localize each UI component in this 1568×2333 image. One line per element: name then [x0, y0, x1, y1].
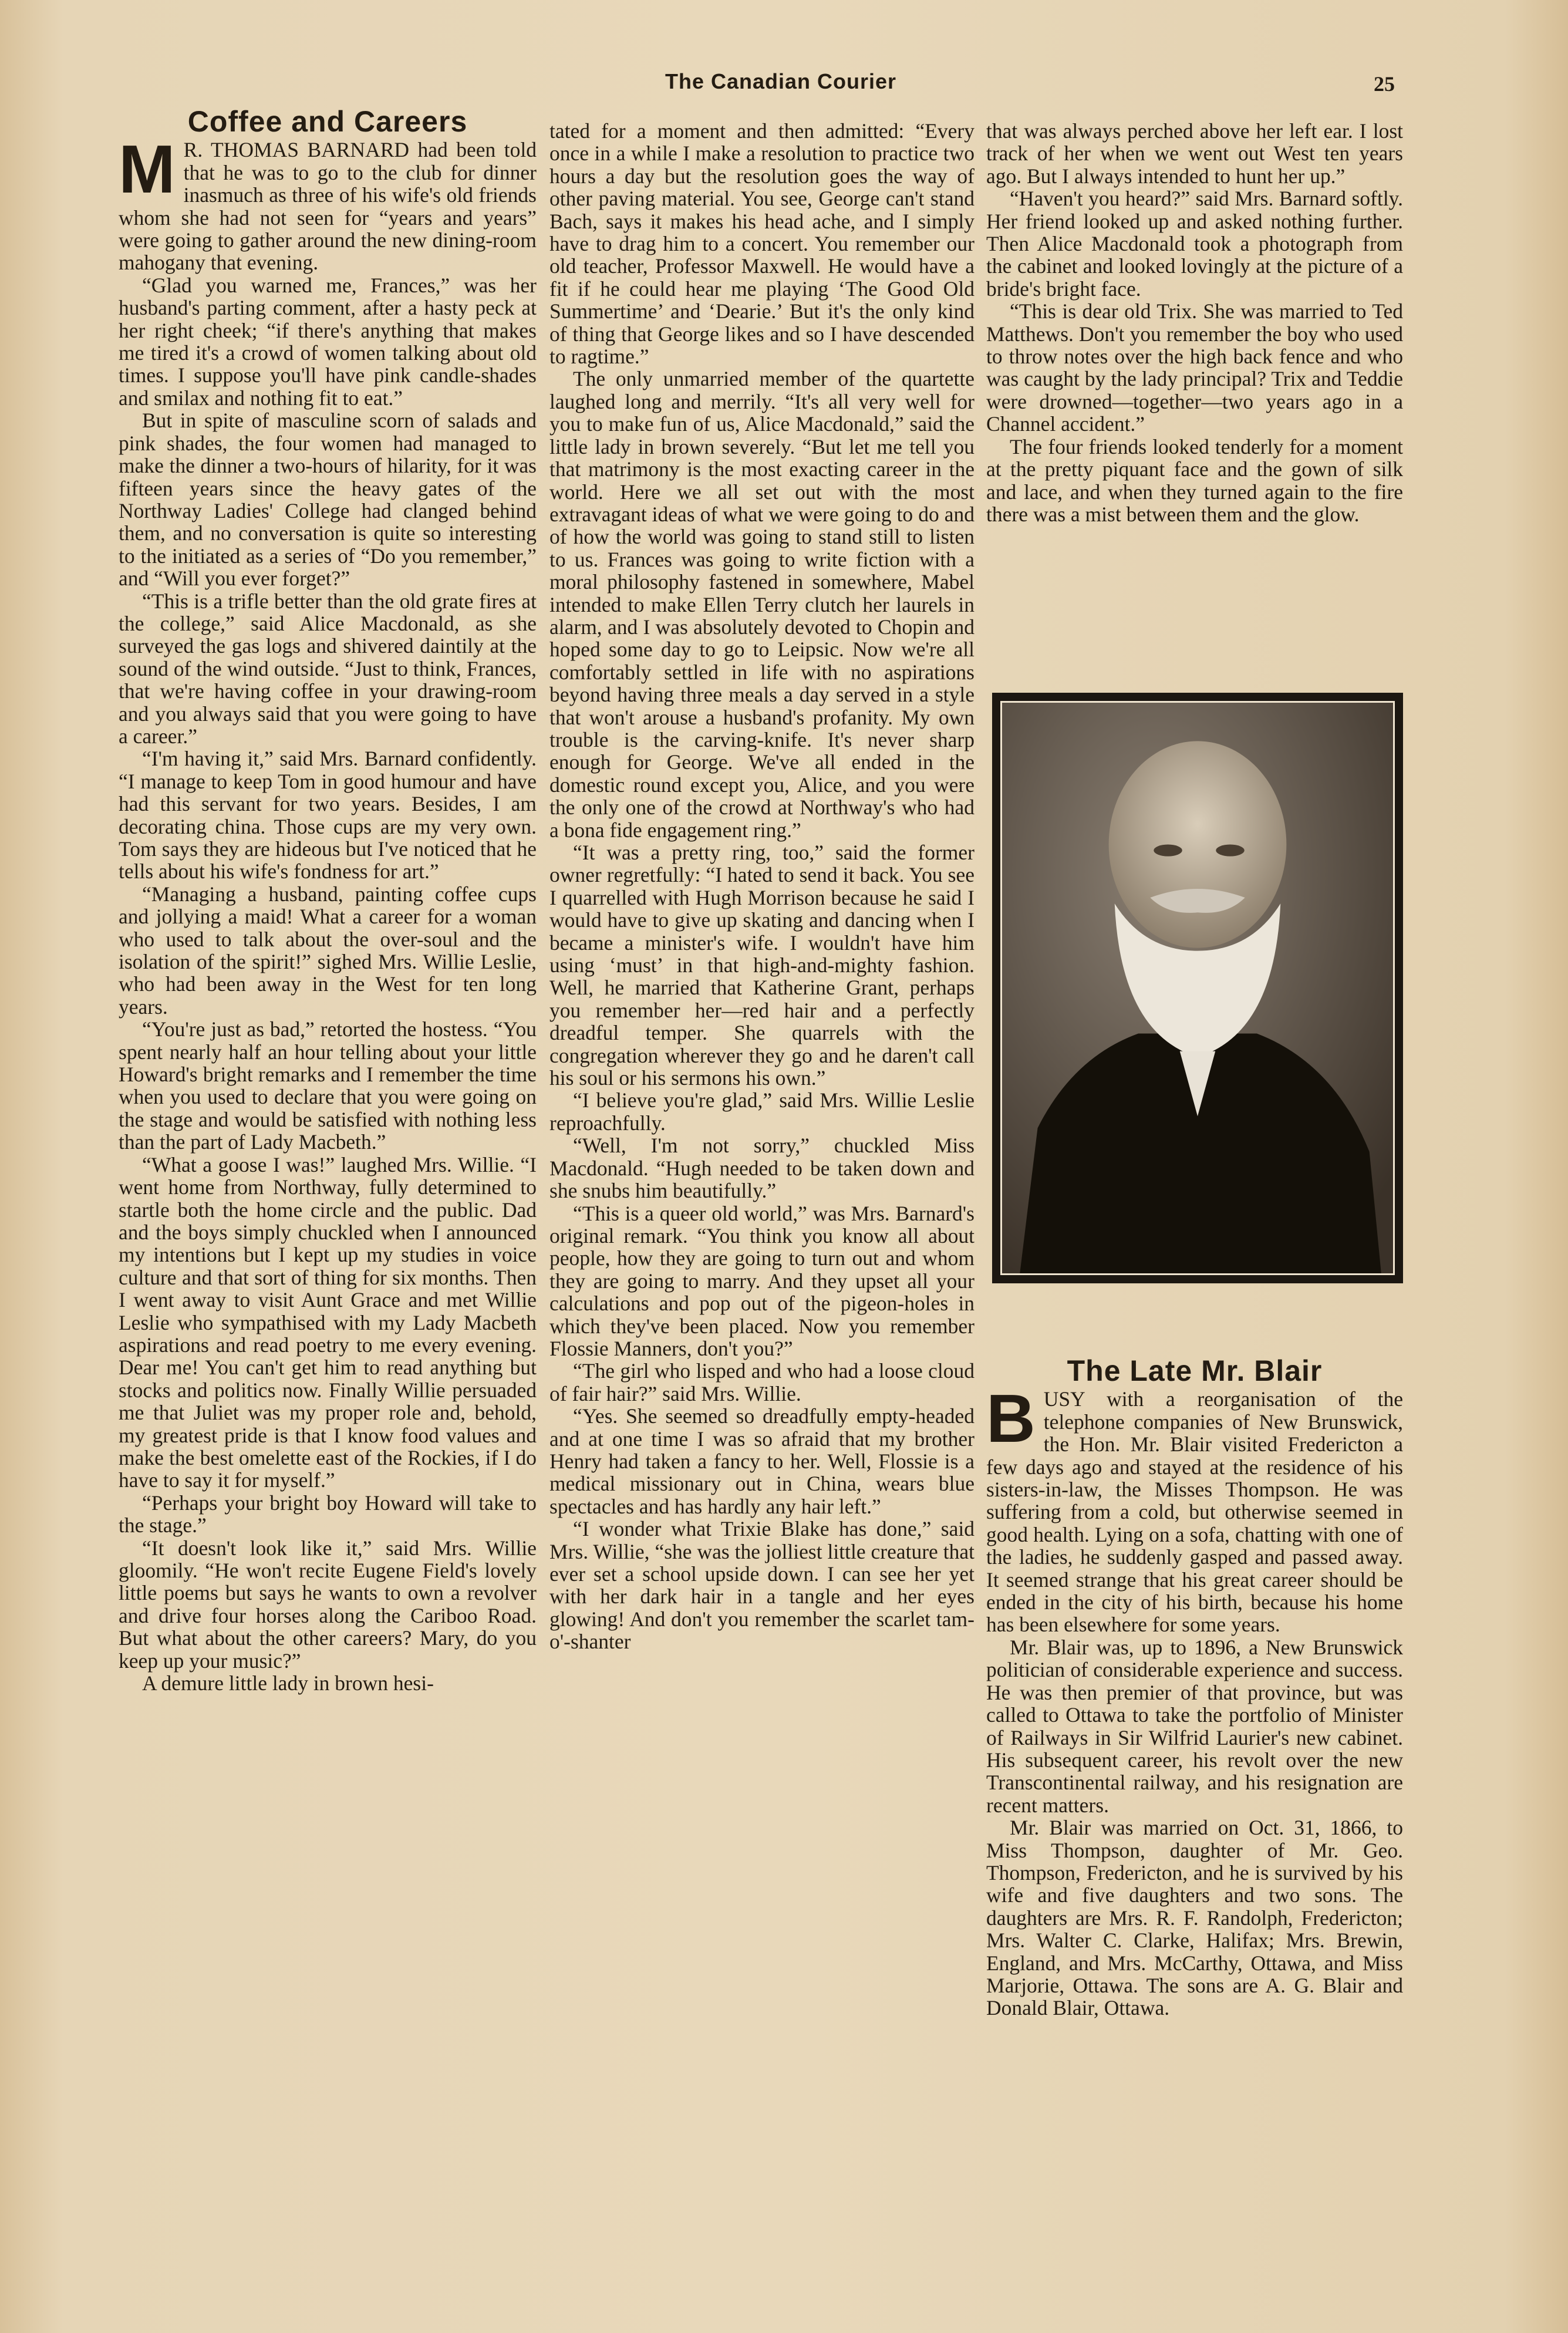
page-number: 25	[1374, 72, 1395, 96]
paragraph: “It doesn't look like it,” said Mrs. Willie gloomily. “He won't recite Eugene Field's lovely little poems but says he wants to own a revolver and drive four horses along the Cariboo Road. But what about the other careers? Mary, do you keep up your music?”	[119, 1536, 537, 1673]
publication-title: The Canadian Courier	[665, 69, 897, 93]
coffee-article-title: Coffee and Careers	[187, 105, 468, 138]
paragraph: “It was a pretty ring, too,” said the former owner regretfully: “I hated to send it back. You see I quarrelled with Hugh Morrison because he said I would have to give up skating and dancing when I became a minister's wife. I wouldn't have him using ‘must’ in that high-and-mighty fashion. Well, he married that Katherine Grant, perhaps you remember her—red hair and a perfectly dreadful temper. She quarrels with the congregation wherever they go and he daren't call his soul or his sermons his own.”	[549, 841, 974, 1090]
paragraph: “This is dear old Trix. She was married to Ted Matthews. Don't you remember the boy who used to throw notes over the high back fence and who was caught by the lady principal? Trix and Teddie were drowned—together—two years ago in a Channel accident.”	[986, 299, 1403, 436]
paragraph: The four friends looked tenderly for a moment at the pretty piquant face and the gown of silk and lace, and when they turned again to the fire there was a mist between them and the glow.	[986, 434, 1403, 526]
coffee-lead-paragraph	[119, 131, 537, 275]
portrait-photo-frame	[992, 693, 1403, 1283]
portrait-illustration	[1002, 703, 1393, 1273]
blair-lead-paragraph	[986, 1380, 1403, 1637]
paragraph: “Haven't you heard?” said Mrs. Barnard softly. Her friend looked up and asked nothing further. Then Alice Macdonald took a photograph from the cabinet and looked lovingly at the picture of a bride's bright face.	[986, 187, 1403, 301]
paragraph: “You're just as bad,” retorted the hostess. “You spent nearly half an hour telling about your little Howard's bright remarks and I remember the time when you used to declare that you were going on the stage and would be satisfied with nothing less than the part of Lady Macbeth.”	[119, 1017, 537, 1154]
column-2	[549, 120, 974, 1653]
paragraph: “I'm having it,” said Mrs. Barnard confidently. “I manage to keep Tom in good humour and have had this servant for two years. Besides, I am decorating china. Those cups are my very own. Tom says they are hideous but I've noticed that he tells about his wife's fondness for art.”	[119, 747, 537, 884]
column-1	[119, 105, 537, 1695]
paragraph: “The girl who lisped and who had a loose cloud of fair hair?” said Mrs. Willie.	[549, 1359, 974, 1405]
coffee-lead-text: R. THOMAS BARNARD had been told that he was to go to the club for dinner inasmuch as three of his wife's old friends whom she had not seen for “years and years” were going to gather around the new dining-room mahogany that evening.	[119, 138, 537, 275]
paragraph: “This is a trifle better than the old grate fires at the college,” said Alice Macdonald, as she surveyed the gas logs and shivered daintily at the sound of the wind outside. “Just to think, Frances, that we're having coffee in your drawing-room and you always said that you were going to have a career.”	[119, 589, 537, 748]
blair-dropcap: B	[986, 1380, 1036, 1457]
blair-article	[986, 1354, 1403, 2020]
paragraph: “Perhaps your bright boy Howard will take to the stage.”	[119, 1491, 537, 1538]
blair-lead-text: USY with a reorganisation of the telephone companies of New Brunswick, the Hon. Mr. Blair visited Fredericton a few days ago and stayed at the residence of his sisters-in-law, the Misses Thompson. He was suffering from a cold, but otherwise seemed in good health. Lying on a sofa, chatting with one of the ladies, he suddenly gasped and passed away. It seemed strange that his great career should be ended in the city of his birth, because his home has been elsewhere for some years.	[986, 1387, 1403, 1637]
coffee-dropcap: M	[119, 131, 176, 208]
paragraph: Mr. Blair was married on Oct. 31, 1866, to Miss Thompson, daughter of Mr. Geo. Thompson, Fredericton, and he is survived by his wife and five daughters and two sons. The daughters are Mrs. R. F. Randolph, Fredericton; Mrs. Walter C. Clarke, Halifax; Mrs. Brewin, England, and Mrs. McCarthy, Ottawa, and Miss Marjorie, Ottawa. The sons are A. G. Blair and Donald Blair, Ottawa.	[986, 1816, 1403, 2020]
paragraph: “I believe you're glad,” said Mrs. Willie Leslie reproachfully.	[549, 1088, 974, 1135]
paragraph: “What a goose I was!” laughed Mrs. Willie. “I went home from Northway, fully determined to startle both the home circle and the public. Dad and the boys simply chuckled when I announced my intentions but I kept up my studies in voice culture and that sort of thing for six months. Then I went away to visit Aunt Grace and met Willie Leslie who sympathised with my Lady Macbeth aspirations and read poetry to me every evening. Dear me! You can't get him to read anything but stocks and politics now. Finally Willie persuaded me that Juliet was my proper role and, behold, my greatest pride is that I know food values and make the best omelette east of the Rockies, if I do have to say it for myself.”	[119, 1152, 537, 1492]
paragraph: A demure little lady in brown hesi-	[142, 1671, 434, 1695]
paragraph: Mr. Blair was, up to 1896, a New Brunswick politician of considerable experience and success. He was then premier of that province, but was called to Ottawa to take the portfolio of Minister of Railways in Sir Wilfrid Laurier's new cabinet. His subsequent career, his revolt over the new Transcontinental railway, and his resignation are recent matters.	[986, 1635, 1403, 1817]
paragraph: The only unmarried member of the quartette laughed long and merrily. “It's all very well for you to make fun of us, Alice Macdonald,” said the little lady in brown severely. “But let me tell you that matrimony is the most exacting career in the world. Here we all set out with the most extravagant ideas of what we were going to do and of how the world was going to stand still to listen to us. Frances was going to write fiction with a moral philosophy fastened in somewhere, Mabel intended to make Ellen Terry clutch her laurels in alarm, and I was absolutely devoted to Chopin and hoped some day to go to Leipsic. Now we're all comfortably settled in life with no aspirations beyond having three meals a day served in a style that won't arouse a husband's profanity. My own trouble is the carving-knife. It's never sharp enough for George. We've all ended in the domestic round except you, Alice, and you were the only one of the crowd at Northway's who had a bona fide engagement ring.”	[549, 367, 974, 842]
blair-article-title: The Late Mr. Blair	[1067, 1354, 1323, 1387]
paragraph: tated for a moment and then admitted: “Every once in a while I make a resolution to practice two hours a day but the resolution goes the way of other paving material. You see, George can't stand Bach, says it makes his head ache, and I simply have to drag him to a concert. You remember our old teacher, Professor Maxwell. He would have a fit if he could hear me playing ‘The Good Old Summertime’ and ‘Dearie.’ But it's the only kind of thing that George likes and so I have descended to ragtime.”	[549, 119, 974, 369]
paragraph: that was always perched above her left ear. I lost track of her when we went out West ten years ago. But I always intended to hunt her up.”	[986, 119, 1403, 188]
paragraph: “This is a queer old world,” was Mrs. Barnard's original remark. “You think you know all about people, how they are going to turn out and whom they are going to marry. And they upset all your calculations and pop out of the pigeon-holes in which they've been placed. Now you remember Flossie Manners, don't you?”	[549, 1201, 974, 1360]
paragraph: “Yes. She seemed so dreadfully empty-headed and at one time I was so afraid that my brother Henry had taken a fancy to her. Well, Flossie is a medical missionary out in China, wears blue spectacles and has hardly any hair left.”	[549, 1404, 974, 1518]
portrait-photo	[1000, 701, 1395, 1275]
paragraph: “Glad you warned me, Frances,” was her husband's parting comment, after a hasty peck at her right cheek; “if there's anything that makes me tired it's a crowd of women talking about old times. I suppose you'll have pink candle-shades and smilax and nothing fit to eat.”	[119, 273, 537, 410]
column-3	[986, 120, 1403, 525]
paragraph: “Managing a husband, painting coffee cups and jollying a maid! What a career for a woman who used to talk about the over-soul and the isolation of the spirit!” sighed Mrs. Willie Leslie, who had been away in the West for ten long years.	[119, 882, 537, 1019]
paragraph: “Well, I'm not sorry,” chuckled Miss Macdonald. “Hugh needed to be taken down and she snubs him beautifully.”	[549, 1134, 974, 1203]
paragraph: But in spite of masculine scorn of salads and pink shades, the four women had managed to make the dinner a two-hours of hilarity, for it was fifteen years since the heavy gates of the Northway Ladies' College had clanged behind them, and no conversation is quite so interesting to the initiated as a series of “Do you remember,” and “Will you ever forget?”	[119, 409, 537, 591]
paragraph: “I wonder what Trixie Blake has done,” said Mrs. Willie, “she was the jolliest little creature that ever set a school upside down. I can see her yet with her dark hair in a tangle and her eyes glowing! And don't you remember the scarlet tam-o'-shanter	[549, 1517, 974, 1654]
